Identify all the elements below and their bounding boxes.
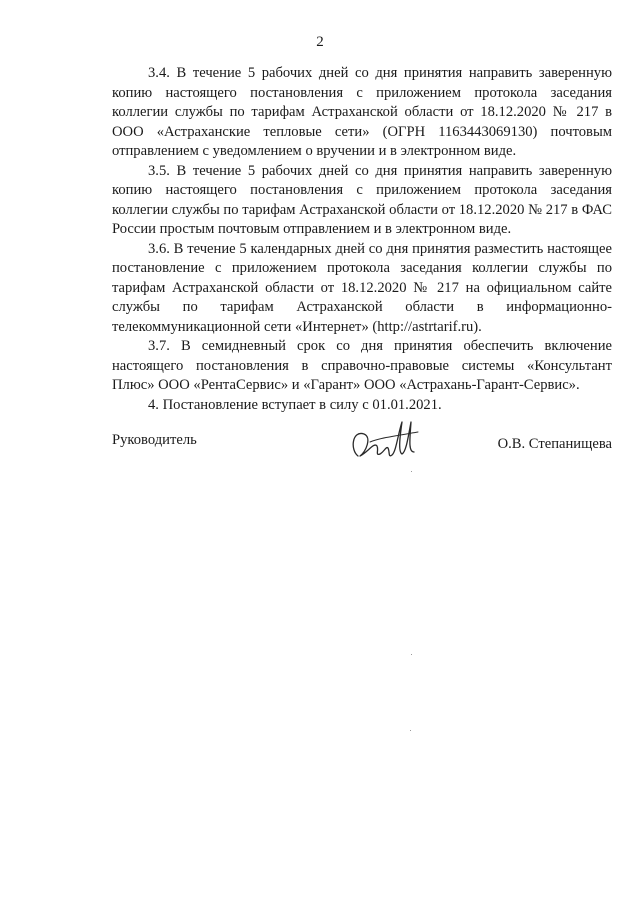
paragraph-3-5: 3.5. В течение 5 рабочих дней со дня принятия направить заверенную копию настоящего постановления с приложением протокола заседания коллегии службы по тарифам Астраханской области от 18.12.2020 № 217 в ФАС России простым почтовым отправлением и в электронном виде.: [112, 162, 612, 237]
scan-speck: [410, 730, 411, 731]
paragraph-4: 4. Постановление вступает в силу с 01.01.2021.: [148, 396, 442, 413]
signatory-name: О.В. Степанищева: [497, 436, 612, 452]
document-body: [112, 64, 612, 415]
handwritten-signature: [344, 412, 424, 466]
scan-speck: [411, 654, 412, 655]
page-number: 2: [316, 34, 324, 50]
paragraph-3-6: 3.6. В течение 5 календарных дней со дня принятия разместить настоящее постановление с приложением протокола заседания коллегии службы по тарифам Астраханской области от 18.12.2020 № 217 на официальном сайте службы по тарифам Астраханской области в информационно-телекоммуникационной сети «Интернет» (http://astrtarif.ru).: [112, 240, 612, 335]
paragraph-3-4: 3.4. В течение 5 рабочих дней со дня принятия направить заверенную копию настоящего постановления с приложением протокола заседания коллегии службы по тарифам Астраханской области от 18.12.2020 № 217 в ООО «Астраханские тепловые сети» (ОГРН 1163443069130) почтовым отправлением с уведомлением о вручении и в электронном виде.: [112, 65, 612, 159]
paragraph-3-7: 3.7. В семидневный срок со дня принятия обеспечить включение настоящего постановления в справочно-правовые системы «Консультант Плюс» ООО «РентаСервис» и «Гарант» ООО «Астрахань-Гарант-Сервис».: [112, 338, 612, 393]
scan-speck: [411, 471, 412, 472]
signature-block: [112, 412, 612, 472]
signatory-position: Руководитель: [112, 432, 197, 448]
